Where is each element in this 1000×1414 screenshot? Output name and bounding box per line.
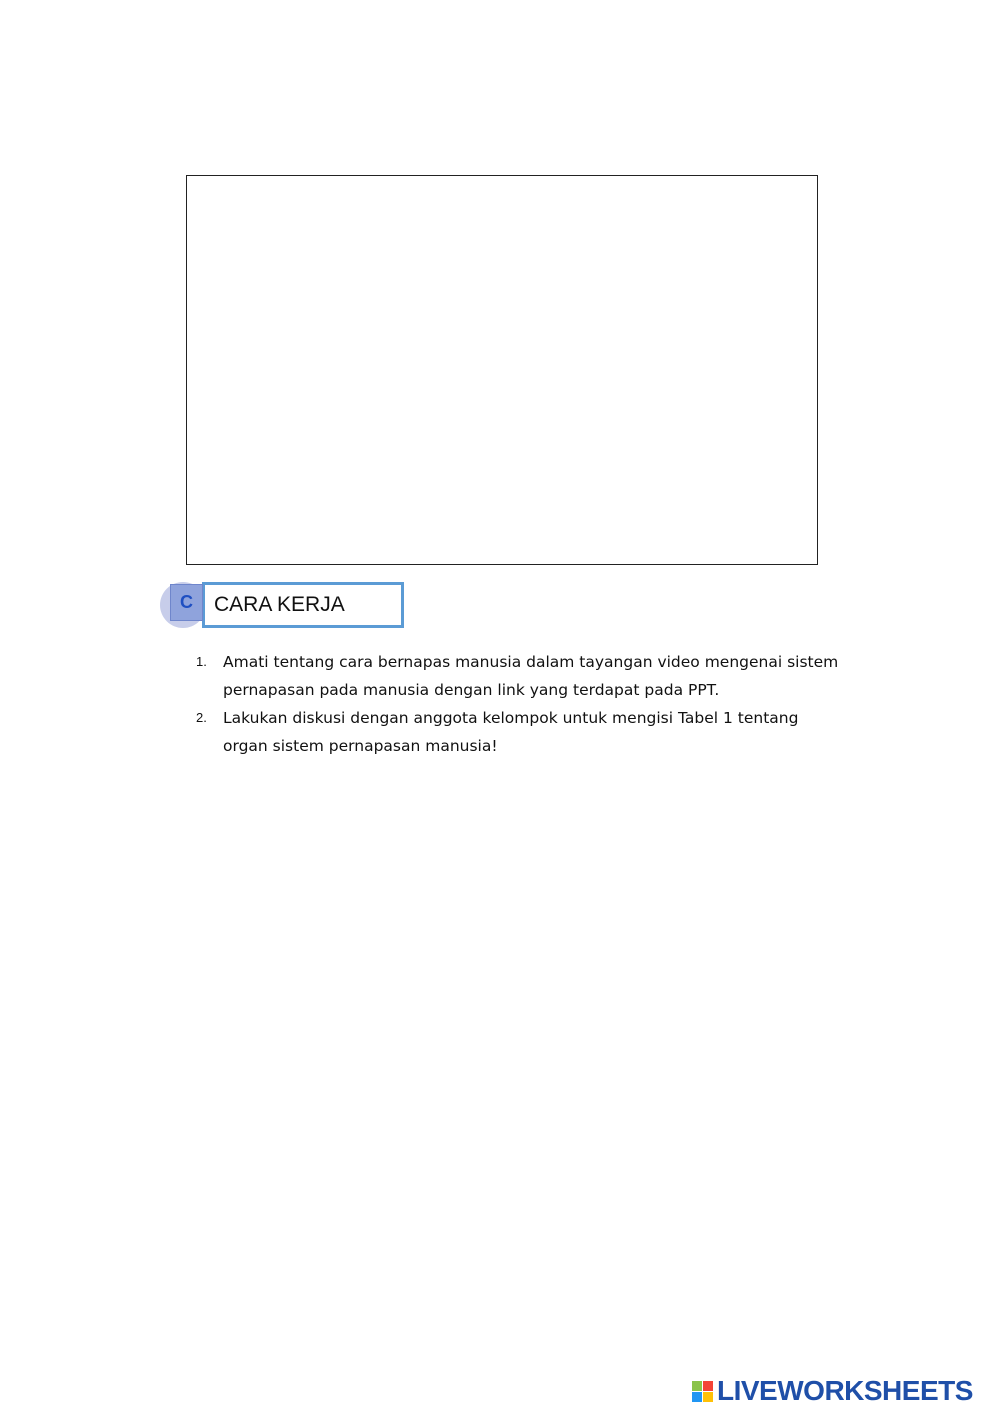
instruction-number: 1. (196, 654, 207, 669)
instruction-text-line: Lakukan diskusi dengan anggota kelompok untuk mengisi Tabel 1 tentang (223, 709, 799, 727)
instruction-item (193, 648, 853, 704)
instruction-text-line: Amati tentang cara bernapas manusia dalam tayangan video mengenai sistem (223, 653, 839, 671)
logo-square-icon (692, 1392, 702, 1402)
instruction-list (193, 648, 853, 760)
section-letter-badge (170, 584, 203, 621)
liveworksheets-logo (692, 1374, 973, 1408)
instruction-number: 2. (196, 710, 207, 725)
instruction-text-line: pernapasan pada manusia dengan link yang terdapat pada PPT. (223, 681, 720, 699)
section-letter: C (180, 592, 193, 612)
logo-text: LIVEWORKSHEETS (717, 1375, 973, 1406)
logo-square-icon (703, 1381, 713, 1391)
logo-grid-icon (692, 1381, 713, 1402)
answer-box[interactable] (186, 175, 818, 565)
section-title-box (202, 582, 404, 628)
instruction-item (193, 704, 853, 760)
instruction-text-line: organ sistem pernapasan manusia! (223, 737, 498, 755)
section-title: CARA KERJA (214, 593, 345, 616)
logo-square-icon (692, 1381, 702, 1391)
section-header (160, 580, 410, 632)
logo-square-icon (703, 1392, 713, 1402)
